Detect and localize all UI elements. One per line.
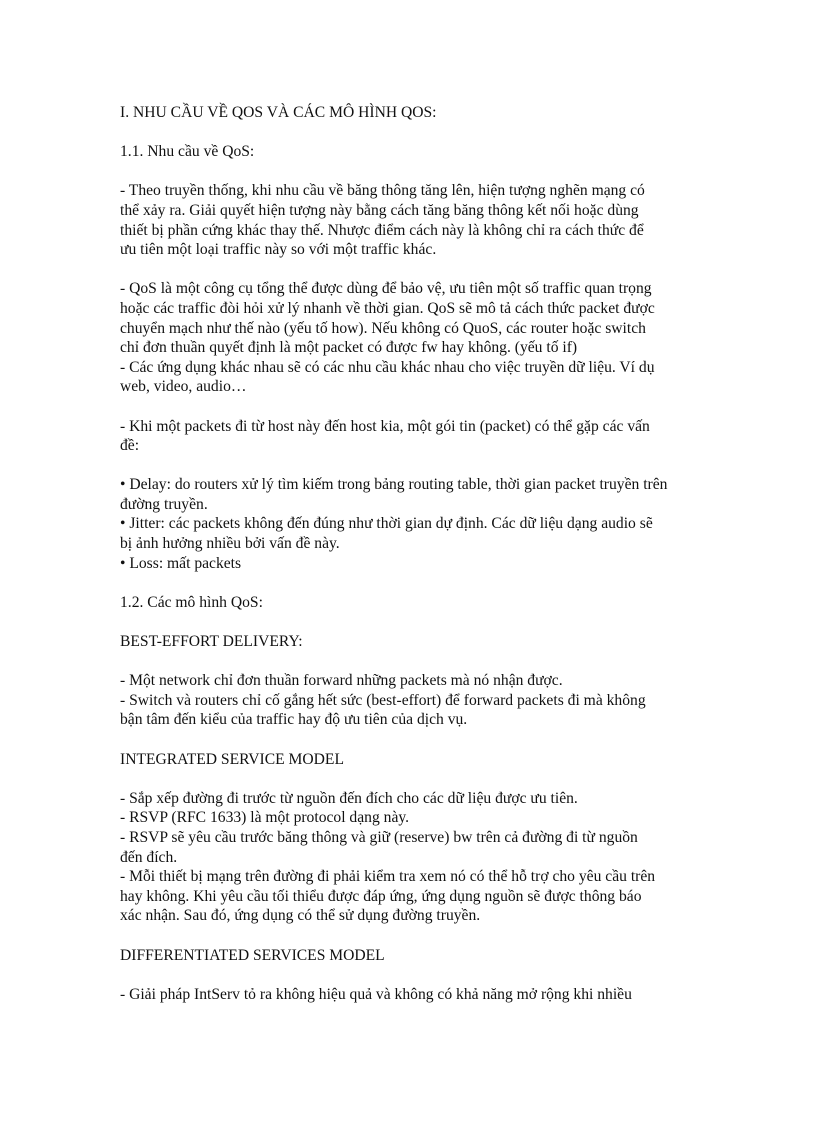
text-line: chỉ đơn thuần quyết định là một packet có được fw hay không. (yếu tố if) bbox=[120, 339, 578, 357]
text-line: - Một network chỉ đơn thuần forward những packets mà nó nhận được. bbox=[120, 672, 563, 690]
text-line: hoặc các traffic đòi hỏi xử lý nhanh về thời gian. QoS sẽ mô tả cách thức packet được bbox=[120, 299, 655, 317]
bullet-jitter-cont: bị ảnh hưởng nhiều bởi vấn đề này. bbox=[120, 535, 340, 553]
text-line: web, video, audio… bbox=[120, 378, 247, 396]
paragraph-bandwidth bbox=[120, 181, 698, 259]
heading-best-effort: BEST-EFFORT DELIVERY: bbox=[120, 633, 303, 651]
text-line: bận tâm đến kiểu của traffic hay độ ưu tiên của dịch vụ. bbox=[120, 711, 468, 729]
text-line: - Theo truyền thống, khi nhu cầu về băng thông tăng lên, hiện tượng nghẽn mạng có bbox=[120, 182, 645, 200]
text-line: xác nhận. Sau đó, ứng dụng có thể sử dụng đường truyền. bbox=[120, 907, 481, 925]
issues-list bbox=[120, 475, 698, 573]
bullet-loss: • Loss: mất packets bbox=[120, 554, 242, 572]
text-line: - RSVP sẽ yêu cầu trước băng thông và giữ (reserve) bw trên cả đường đi từ nguồn bbox=[120, 828, 638, 846]
text-line: - Sắp xếp đường đi trước từ nguồn đến đích cho các dữ liệu được ưu tiên. bbox=[120, 789, 578, 807]
paragraph-qos-tool bbox=[120, 279, 698, 357]
text-line: ưu tiên một loại traffic này so với một traffic khác. bbox=[120, 241, 437, 259]
paragraph-applications bbox=[120, 358, 698, 397]
text-line: - QoS là một công cụ tổng thể được dùng để bảo vệ, ưu tiên một số traffic quan trọng bbox=[120, 280, 652, 298]
heading-main: I. NHU CẦU VỀ QOS VÀ CÁC MÔ HÌNH QOS: bbox=[120, 104, 437, 121]
heading-intserv: INTEGRATED SERVICE MODEL bbox=[120, 750, 344, 768]
bullet-delay: • Delay: do routers xử lý tìm kiếm trong bảng routing table, thời gian packet truyền trên bbox=[120, 476, 668, 494]
heading-diffserv: DIFFERENTIATED SERVICES MODEL bbox=[120, 946, 385, 964]
text-line: - Mỗi thiết bị mạng trên đường đi phải kiểm tra xem nó có thể hỗ trợ cho yêu cầu trên bbox=[120, 868, 656, 886]
text-line: chuyển mạch như thế nào (yếu tố how). Nếu không có QuoS, các router hoặc switch bbox=[120, 319, 646, 337]
text-line: hay không. Khi yêu cầu tối thiểu được đáp ứng, ứng dụng nguồn sẽ được thông báo bbox=[120, 887, 642, 905]
heading-1-1: 1.1. Nhu cầu về QoS: bbox=[120, 143, 255, 161]
text-line: - Các ứng dụng khác nhau sẽ có các nhu cầu khác nhau cho việc truyền dữ liệu. Ví dụ bbox=[120, 358, 655, 376]
bullet-jitter: • Jitter: các packets không đến đúng như thời gian dự định. Các dữ liệu dạng audio sẽ bbox=[120, 515, 653, 533]
text-line: - Switch và routers chỉ cố gắng hết sức (best-effort) để forward packets đi mà không bbox=[120, 691, 646, 709]
heading-1-2: 1.2. Các mô hình QoS: bbox=[120, 593, 263, 611]
text-line: - Giải pháp IntServ tỏ ra không hiệu quả và không có khả năng mở rộng khi nhiều bbox=[120, 985, 632, 1003]
text-line: - RSVP (RFC 1633) là một protocol dạng này. bbox=[120, 809, 410, 827]
text-line: thể xảy ra. Giải quyết hiện tượng này bằng cách tăng băng thông kết nối hoặc dùng bbox=[120, 201, 639, 219]
diffserv-section bbox=[120, 985, 698, 1005]
paragraph-packet-issues bbox=[120, 417, 698, 456]
best-effort-section bbox=[120, 671, 698, 730]
bullet-delay-cont: đường truyền. bbox=[120, 495, 208, 513]
text-line: thiết bị phần cứng khác thay thế. Nhược điểm cách này là không chỉ ra cách thức để bbox=[120, 221, 644, 239]
document-body bbox=[120, 103, 698, 1024]
intserv-section bbox=[120, 789, 698, 926]
text-line: đến đích. bbox=[120, 848, 178, 866]
text-line: - Khi một packets đi từ host này đến host kia, một gói tin (packet) có thể gặp các vấn bbox=[120, 417, 650, 435]
text-line: đề: bbox=[120, 437, 140, 455]
